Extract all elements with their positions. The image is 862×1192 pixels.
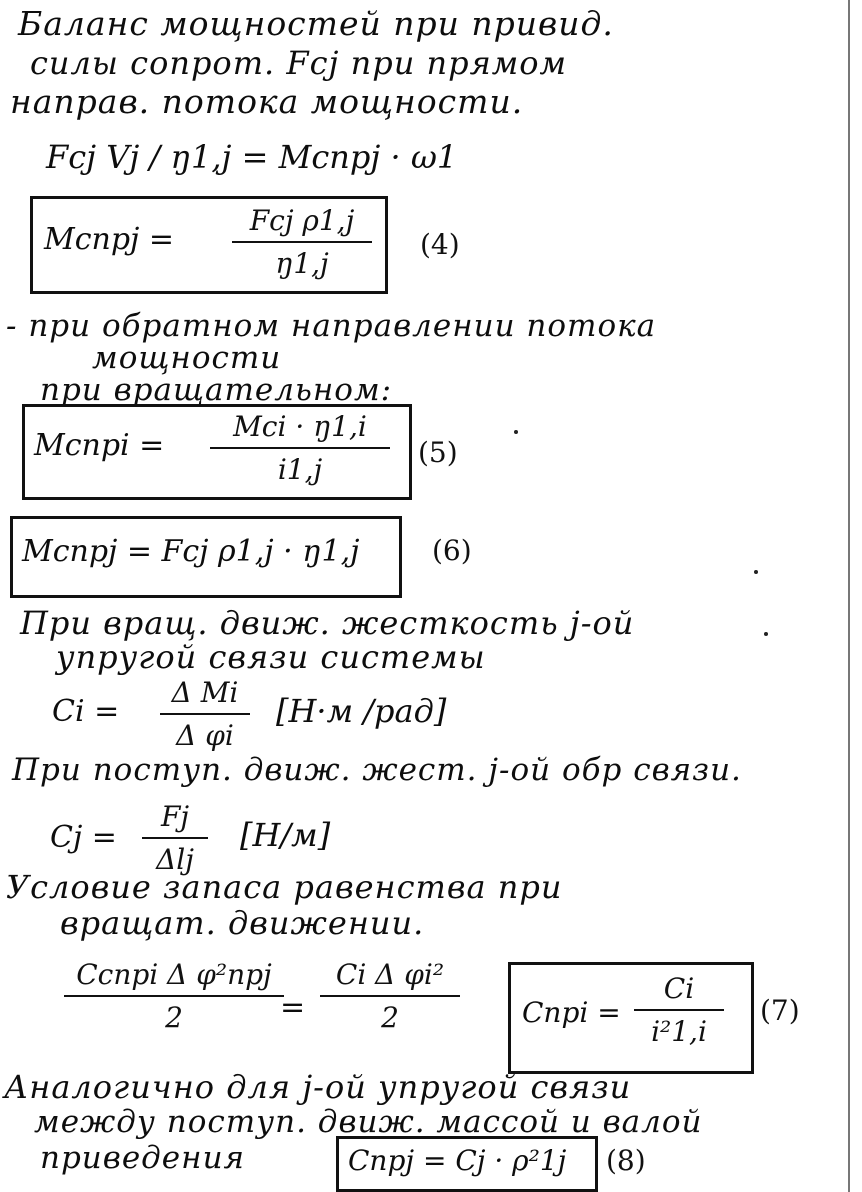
energy-left-numerator: Cспрi Δ φ²прj [76, 958, 272, 991]
energy-right-denominator: 2 [381, 1001, 399, 1034]
fraction-bar [232, 241, 372, 243]
ci-denominator: Δ φi [176, 719, 234, 752]
cj-unit: [Н/м] [240, 816, 331, 854]
ci-unit: [Н·м /рад] [276, 692, 447, 730]
analogous-line-3: приведения [40, 1140, 246, 1176]
formula-5-number: (5) [418, 436, 458, 469]
ci-fraction [160, 676, 250, 752]
ink-dot [764, 632, 768, 636]
title-line-2: силы сопрот. Fcj при прямом [30, 44, 568, 82]
stiffness-rot-line-1: При вращ. движ. жесткость j-ой [20, 604, 635, 642]
condition-line-2: вращат. движении. [60, 904, 425, 942]
formula-5-lhs: Mспрi = [34, 428, 165, 463]
page-edge-line [848, 0, 850, 1192]
energy-right-numerator: Ci Δ φi² [335, 958, 445, 991]
formula-7-denominator: i²1,i [651, 1015, 707, 1048]
fraction-bar [210, 447, 390, 449]
formula-4-fraction [232, 204, 372, 280]
title-line-1: Баланс мощностей при привид. [18, 4, 614, 43]
ci-numerator: Δ Mi [171, 676, 239, 709]
cj-lhs: Cj = [50, 820, 117, 855]
cj-fraction [142, 800, 208, 876]
energy-right-fraction [320, 958, 460, 1034]
formula-7-number: (7) [760, 994, 800, 1027]
fraction-bar [64, 995, 284, 997]
ink-dot [514, 430, 518, 434]
cj-numerator: Fj [160, 800, 190, 833]
title-line-3: направ. потока мощности. [10, 82, 524, 121]
formula-4-denominator: ŋ1,j [275, 247, 329, 280]
formula-6-number: (6) [432, 534, 472, 567]
energy-equals: = [280, 990, 306, 1025]
fraction-bar [634, 1009, 724, 1011]
formula-4-numerator: Fcj ρ1,j [249, 204, 355, 237]
balance-equation: Fcj Vj / ŋ1,j = Mспрj · ω1 [46, 138, 458, 176]
formula-7-fraction [634, 972, 724, 1048]
formula-5-fraction [210, 410, 390, 486]
rotational-line: при вращательном: [40, 372, 393, 408]
analogous-line-1: Аналогично для j-ой упругой связи [4, 1068, 632, 1106]
formula-6: Mспрj = Fcj ρ1,j · ŋ1,j [22, 534, 360, 569]
condition-line-1: Условие запаса равенства при [6, 868, 563, 906]
fraction-bar [320, 995, 460, 997]
formula-5-numerator: Mci · ŋ1,i [233, 410, 367, 443]
formula-8-number: (8) [606, 1144, 646, 1177]
formula-4-number: (4) [420, 228, 460, 261]
formula-7-lhs: Cпрi = [522, 996, 621, 1029]
stiffness-lin-line: При поступ. движ. жест. j-ой обр связи. [12, 752, 742, 788]
reverse-line-2: мощности [92, 340, 282, 376]
energy-left-fraction [64, 958, 284, 1034]
fraction-bar [160, 713, 250, 715]
ci-lhs: Ci = [52, 694, 120, 729]
analogous-line-2: между поступ. движ. массой и валой [34, 1104, 703, 1140]
energy-left-denominator: 2 [165, 1001, 183, 1034]
stiffness-rot-line-2: упругой связи системы [56, 638, 486, 676]
reverse-line-1: - при обратном направлении потока [6, 308, 657, 344]
formula-8: Cпрj = Cj · ρ²1j [348, 1144, 567, 1177]
formula-7-numerator: Ci [663, 972, 695, 1005]
ink-dot [754, 570, 758, 574]
cj-denominator: Δlj [156, 843, 194, 876]
fraction-bar [142, 837, 208, 839]
formula-5-denominator: i1,j [277, 453, 323, 486]
formula-4-lhs: Mспрj = [44, 222, 175, 257]
